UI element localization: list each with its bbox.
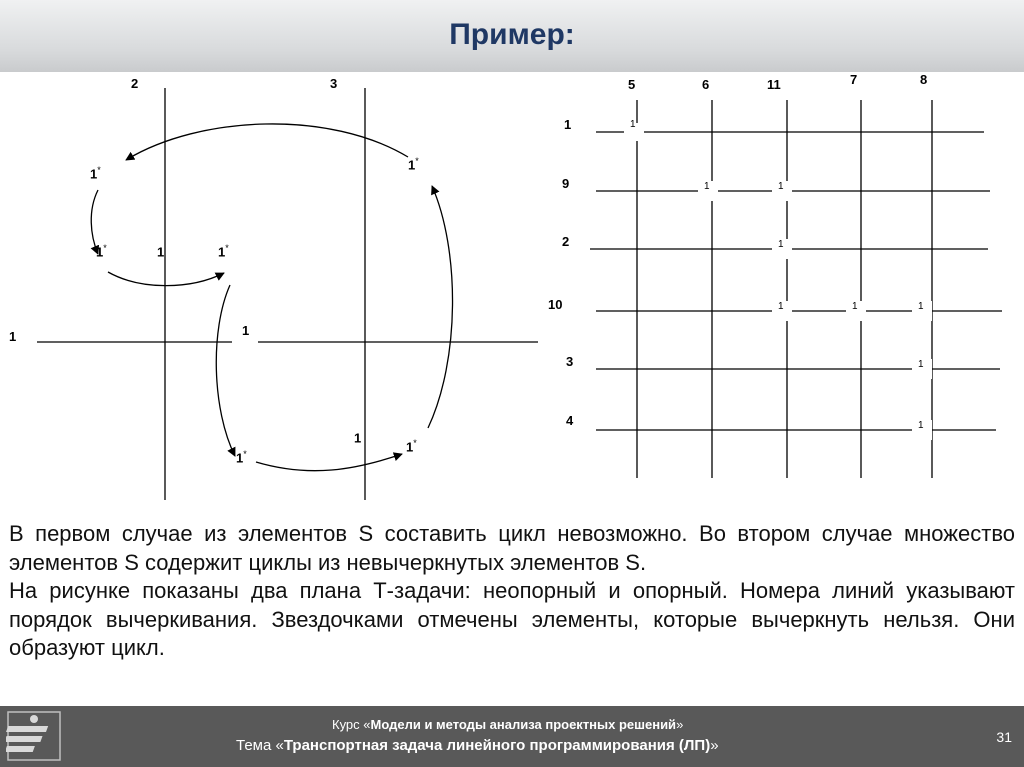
paragraph: На рисунке показаны два плана Т-задачи: неопорный и опорный. Номера линий указывают порядок вычеркивания. Звездочками отмечены элементы, которые вычеркнуть нельзя. Они образуют цикл. [9, 578, 1015, 660]
right-cell: 1 [778, 239, 784, 250]
plans-figure [0, 72, 1024, 512]
right-cell: 1 [852, 301, 858, 312]
right-column-label: 7 [850, 72, 858, 87]
explanation-text [9, 520, 1015, 663]
left-plan-lines [37, 88, 538, 500]
right-cell: 1 [778, 301, 784, 312]
right-row-label: 3 [566, 354, 574, 369]
page-number: 31 [996, 729, 1012, 745]
left-cell: 1* [406, 438, 417, 455]
paragraph: В первом случае из элементов S составить цикл невозможно. Во втором случае множество элементов S содержит циклы из невычеркнутых элементов S. [9, 521, 1015, 575]
left-cell: 1 [157, 244, 165, 260]
right-column-label: 5 [628, 77, 636, 92]
right-cell: 1 [918, 301, 924, 312]
left-cell: 1* [218, 243, 229, 260]
right-column-label: 6 [702, 77, 710, 92]
right-cell: 1 [918, 420, 924, 431]
right-row-label: 1 [564, 117, 572, 132]
cell-gaps [619, 72, 932, 440]
left-cell: 1 [354, 430, 362, 446]
left-column-label: 2 [131, 76, 139, 91]
left-cell: 1* [90, 165, 101, 182]
right-column-label: 11 [767, 77, 781, 92]
topic-name: Тема «Транспортная задача линейного программирования (ЛП)» [236, 737, 719, 754]
course-name: Курс «Модели и методы анализа проектных решений» [332, 717, 684, 732]
university-logo-icon [6, 710, 62, 762]
right-cell: 1 [778, 181, 784, 192]
left-column-label: 3 [330, 76, 338, 91]
right-cell: 1 [918, 359, 924, 370]
right-cell: 1 [704, 181, 710, 192]
right-row-label: 4 [566, 413, 574, 428]
slide-title: Пример: [449, 18, 575, 51]
slide-footer [0, 706, 1024, 767]
right-plan-lines [590, 100, 1002, 478]
right-row-label: 9 [562, 176, 570, 191]
left-row-label: 1 [9, 329, 17, 344]
left-cell: 1* [408, 156, 419, 173]
right-row-label: 10 [548, 297, 563, 312]
right-column-label: 8 [920, 72, 928, 87]
left-cell: 1* [96, 243, 107, 260]
right-row-label: 2 [562, 234, 570, 249]
left-line-number: 1 [242, 323, 250, 338]
cycle-arrows [91, 124, 452, 471]
left-cell: 1* [236, 449, 247, 466]
right-cell: 1 [630, 119, 636, 130]
